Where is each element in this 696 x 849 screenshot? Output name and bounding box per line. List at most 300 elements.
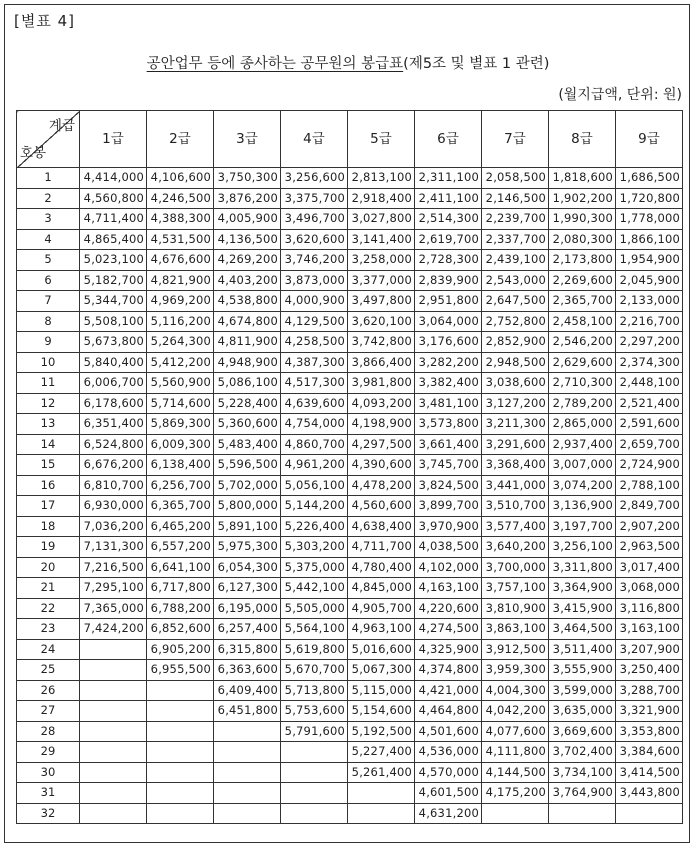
salary-cell: 4,102,000 [415,557,482,578]
grade-header: 9급 [616,111,683,168]
salary-cell: 3,074,200 [549,475,616,496]
salary-cell: 4,865,400 [80,229,147,250]
salary-cell: 3,873,000 [281,270,348,291]
salary-cell [482,803,549,824]
salary-cell: 4,198,900 [348,414,415,435]
salary-cell: 1,954,900 [616,250,683,271]
salary-cell: 2,546,200 [549,332,616,353]
step-cell: 5 [17,250,80,271]
salary-cell: 5,483,400 [214,434,281,455]
salary-cell: 2,374,300 [616,352,683,373]
salary-cell: 5,115,000 [348,680,415,701]
salary-cell: 2,080,300 [549,229,616,250]
salary-cell: 6,905,200 [147,639,214,660]
salary-cell: 6,641,100 [147,557,214,578]
salary-cell: 3,377,000 [348,270,415,291]
salary-cell: 5,670,700 [281,660,348,681]
table-row [17,455,683,476]
salary-cell: 2,543,000 [482,270,549,291]
salary-cell: 4,501,600 [415,721,482,742]
salary-cell: 4,246,500 [147,188,214,209]
salary-table-body [17,168,683,824]
salary-cell: 3,291,600 [482,434,549,455]
salary-cell: 5,840,400 [80,352,147,373]
salary-cell: 3,599,000 [549,680,616,701]
salary-cell: 5,226,400 [281,516,348,537]
salary-cell: 4,711,400 [80,209,147,230]
salary-cell: 6,178,600 [80,393,147,414]
title-main: 공안업무 등에 종사하는 공무원의 봉급표 [146,56,404,72]
salary-cell: 5,116,200 [147,311,214,332]
salary-cell: 2,133,000 [616,291,683,312]
title-suffix: (제5조 및 별표 1 관련) [403,56,550,72]
salary-cell: 3,620,600 [281,229,348,250]
table-row [17,250,683,271]
salary-cell: 5,067,300 [348,660,415,681]
salary-cell: 7,424,200 [80,619,147,640]
step-cell: 26 [17,680,80,701]
grade-header: 1급 [80,111,147,168]
table-row [17,414,683,435]
salary-cell: 2,337,700 [482,229,549,250]
table-row [17,742,683,763]
salary-cell: 3,211,300 [482,414,549,435]
salary-cell: 5,713,800 [281,680,348,701]
salary-cell: 6,955,500 [147,660,214,681]
salary-cell: 3,368,400 [482,455,549,476]
table-row [17,496,683,517]
salary-cell: 4,175,200 [482,783,549,804]
step-cell: 22 [17,598,80,619]
step-cell: 27 [17,701,80,722]
salary-cell: 6,465,200 [147,516,214,537]
salary-cell: 7,365,000 [80,598,147,619]
salary-cell: 6,451,800 [214,701,281,722]
table-row [17,188,683,209]
salary-cell: 4,531,500 [147,229,214,250]
step-cell: 29 [17,742,80,763]
step-cell: 17 [17,496,80,517]
salary-cell: 7,295,100 [80,578,147,599]
grade-header: 2급 [147,111,214,168]
step-cell: 15 [17,455,80,476]
salary-cell: 5,560,900 [147,373,214,394]
salary-cell: 5,375,000 [281,557,348,578]
salary-cell: 1,866,100 [616,229,683,250]
salary-cell: 3,068,000 [616,578,683,599]
salary-cell: 5,869,300 [147,414,214,435]
step-cell: 31 [17,783,80,804]
salary-cell [549,803,616,824]
step-cell: 24 [17,639,80,660]
salary-cell: 5,596,500 [214,455,281,476]
salary-cell: 2,619,700 [415,229,482,250]
salary-cell [80,803,147,824]
salary-cell: 2,951,800 [415,291,482,312]
salary-cell: 4,711,700 [348,537,415,558]
step-cell: 8 [17,311,80,332]
salary-cell: 3,734,100 [549,762,616,783]
salary-cell: 2,963,500 [616,537,683,558]
salary-cell: 4,969,200 [147,291,214,312]
salary-cell: 3,384,600 [616,742,683,763]
salary-cell: 3,282,200 [415,352,482,373]
salary-cell: 2,365,700 [549,291,616,312]
salary-cell: 3,353,800 [616,721,683,742]
salary-cell [80,639,147,660]
step-cell: 3 [17,209,80,230]
document-title [0,52,696,73]
salary-cell [214,803,281,824]
salary-cell: 2,813,100 [348,168,415,189]
salary-cell: 5,891,100 [214,516,281,537]
salary-cell: 4,963,100 [348,619,415,640]
step-cell: 28 [17,721,80,742]
step-cell: 11 [17,373,80,394]
salary-cell: 6,524,800 [80,434,147,455]
step-cell: 7 [17,291,80,312]
salary-cell: 2,849,700 [616,496,683,517]
salary-cell: 3,163,100 [616,619,683,640]
salary-cell: 4,258,500 [281,332,348,353]
salary-cell: 3,497,800 [348,291,415,312]
table-row [17,721,683,742]
salary-cell: 6,256,700 [147,475,214,496]
salary-cell: 2,710,300 [549,373,616,394]
salary-table [16,110,683,824]
salary-cell: 3,757,100 [482,578,549,599]
salary-cell: 3,745,700 [415,455,482,476]
salary-cell: 3,258,000 [348,250,415,271]
salary-cell: 4,403,200 [214,270,281,291]
table-row [17,803,683,824]
salary-cell: 4,478,200 [348,475,415,496]
salary-cell: 4,845,000 [348,578,415,599]
salary-cell: 3,027,800 [348,209,415,230]
salary-cell: 5,192,500 [348,721,415,742]
salary-cell: 1,818,600 [549,168,616,189]
salary-cell: 2,439,100 [482,250,549,271]
salary-cell: 3,136,900 [549,496,616,517]
salary-cell: 2,216,700 [616,311,683,332]
salary-cell: 1,990,300 [549,209,616,230]
salary-cell: 6,127,300 [214,578,281,599]
salary-cell: 6,717,800 [147,578,214,599]
table-row [17,557,683,578]
salary-cell [214,762,281,783]
salary-cell: 2,788,100 [616,475,683,496]
salary-cell: 3,742,800 [348,332,415,353]
salary-cell: 3,669,600 [549,721,616,742]
salary-cell: 3,863,100 [482,619,549,640]
salary-cell: 4,390,600 [348,455,415,476]
salary-cell: 3,464,500 [549,619,616,640]
salary-cell: 5,227,400 [348,742,415,763]
table-row [17,783,683,804]
grade-header: 4급 [281,111,348,168]
step-cell: 19 [17,537,80,558]
header-row [17,111,683,168]
salary-cell: 2,647,500 [482,291,549,312]
unit-note: (월지급액, 단위: 원) [558,87,682,103]
salary-cell: 4,077,600 [482,721,549,742]
table-row [17,762,683,783]
salary-cell: 3,038,600 [482,373,549,394]
table-row [17,373,683,394]
annex-tag: [별표 4] [14,12,75,30]
salary-cell: 5,264,300 [147,332,214,353]
salary-cell: 6,054,300 [214,557,281,578]
step-cell: 23 [17,619,80,640]
salary-cell: 5,023,100 [80,250,147,271]
salary-cell: 2,752,800 [482,311,549,332]
salary-cell [80,762,147,783]
salary-cell: 3,700,000 [482,557,549,578]
salary-cell [147,762,214,783]
salary-cell: 5,505,000 [281,598,348,619]
salary-cell: 3,970,900 [415,516,482,537]
salary-cell: 2,146,500 [482,188,549,209]
salary-cell: 4,536,000 [415,742,482,763]
table-row [17,332,683,353]
table-row [17,516,683,537]
salary-cell: 2,173,800 [549,250,616,271]
step-cell: 16 [17,475,80,496]
table-row [17,639,683,660]
salary-cell: 4,570,000 [415,762,482,783]
salary-cell: 3,824,500 [415,475,482,496]
salary-cell: 5,360,600 [214,414,281,435]
salary-cell: 3,197,700 [549,516,616,537]
salary-cell: 3,443,800 [616,783,683,804]
salary-cell: 2,458,100 [549,311,616,332]
salary-cell [147,803,214,824]
salary-cell: 3,981,800 [348,373,415,394]
salary-cell: 4,676,600 [147,250,214,271]
salary-cell: 5,442,100 [281,578,348,599]
salary-cell: 3,866,400 [348,352,415,373]
salary-cell: 3,415,900 [549,598,616,619]
salary-cell: 3,496,700 [281,209,348,230]
table-row [17,270,683,291]
salary-cell: 4,538,800 [214,291,281,312]
table-row [17,229,683,250]
salary-cell: 3,746,200 [281,250,348,271]
corner-header [17,111,80,168]
salary-cell: 4,821,900 [147,270,214,291]
salary-cell: 5,702,000 [214,475,281,496]
step-cell: 13 [17,414,80,435]
step-cell: 32 [17,803,80,824]
salary-cell: 4,269,200 [214,250,281,271]
table-row [17,475,683,496]
salary-cell: 5,714,600 [147,393,214,414]
salary-cell: 3,375,700 [281,188,348,209]
grade-header: 7급 [482,111,549,168]
salary-cell: 3,577,400 [482,516,549,537]
salary-cell [80,783,147,804]
salary-cell: 4,004,300 [482,680,549,701]
salary-cell: 4,129,500 [281,311,348,332]
table-row [17,701,683,722]
salary-cell: 2,297,200 [616,332,683,353]
salary-cell: 4,274,500 [415,619,482,640]
table-row [17,168,683,189]
step-cell: 30 [17,762,80,783]
step-cell: 14 [17,434,80,455]
salary-cell: 2,659,700 [616,434,683,455]
table-row [17,598,683,619]
salary-cell: 4,754,000 [281,414,348,435]
salary-cell: 2,728,300 [415,250,482,271]
salary-cell: 4,374,800 [415,660,482,681]
salary-cell [214,721,281,742]
salary-cell: 6,810,700 [80,475,147,496]
salary-cell: 4,601,500 [415,783,482,804]
salary-cell [147,742,214,763]
grade-header: 6급 [415,111,482,168]
salary-cell: 4,811,900 [214,332,281,353]
salary-cell: 2,514,300 [415,209,482,230]
salary-cell: 4,042,200 [482,701,549,722]
salary-cell: 3,899,700 [415,496,482,517]
salary-cell: 6,930,000 [80,496,147,517]
salary-cell: 4,560,800 [80,188,147,209]
salary-cell: 4,560,600 [348,496,415,517]
salary-cell: 5,182,700 [80,270,147,291]
salary-cell: 5,791,600 [281,721,348,742]
salary-cell: 1,902,200 [549,188,616,209]
salary-cell: 7,036,200 [80,516,147,537]
salary-cell [80,701,147,722]
salary-cell: 6,852,600 [147,619,214,640]
salary-cell: 7,131,300 [80,537,147,558]
salary-cell: 7,216,500 [80,557,147,578]
salary-cell: 3,912,500 [482,639,549,660]
corner-step-label: 호봉 [20,145,47,161]
salary-cell: 2,948,500 [482,352,549,373]
salary-cell: 2,937,400 [549,434,616,455]
salary-cell: 4,000,900 [281,291,348,312]
salary-cell: 2,629,600 [549,352,616,373]
salary-cell: 5,086,100 [214,373,281,394]
salary-cell: 2,724,900 [616,455,683,476]
salary-cell: 3,256,100 [549,537,616,558]
table-row [17,291,683,312]
salary-cell: 4,421,000 [415,680,482,701]
salary-cell: 3,764,900 [549,783,616,804]
salary-cell: 4,144,500 [482,762,549,783]
salary-cell: 6,138,400 [147,455,214,476]
salary-cell: 5,344,700 [80,291,147,312]
salary-cell: 1,720,800 [616,188,683,209]
salary-cell: 4,005,900 [214,209,281,230]
salary-cell: 2,045,900 [616,270,683,291]
step-cell: 9 [17,332,80,353]
table-row [17,311,683,332]
salary-cell: 2,852,900 [482,332,549,353]
salary-cell: 3,661,400 [415,434,482,455]
salary-cell: 3,116,800 [616,598,683,619]
salary-cell: 2,591,600 [616,414,683,435]
corner-grade-label: 계급 [48,118,75,134]
salary-cell: 3,635,000 [549,701,616,722]
salary-cell: 4,464,800 [415,701,482,722]
step-cell: 6 [17,270,80,291]
salary-cell: 3,382,400 [415,373,482,394]
table-row [17,578,683,599]
salary-cell: 2,839,900 [415,270,482,291]
salary-cell: 3,640,200 [482,537,549,558]
salary-cell: 4,388,300 [147,209,214,230]
salary-cell: 4,961,200 [281,455,348,476]
salary-cell: 3,750,300 [214,168,281,189]
salary-cell: 3,441,000 [482,475,549,496]
salary-cell: 3,876,200 [214,188,281,209]
salary-cell: 5,508,100 [80,311,147,332]
table-row [17,209,683,230]
salary-cell: 3,311,800 [549,557,616,578]
salary-cell: 4,387,300 [281,352,348,373]
salary-cell: 4,414,000 [80,168,147,189]
grade-header: 5급 [348,111,415,168]
salary-cell: 6,009,300 [147,434,214,455]
salary-cell: 4,780,400 [348,557,415,578]
salary-cell: 4,111,800 [482,742,549,763]
salary-cell: 4,638,400 [348,516,415,537]
salary-cell: 4,136,500 [214,229,281,250]
salary-cell: 4,038,500 [415,537,482,558]
salary-cell [80,742,147,763]
step-cell: 2 [17,188,80,209]
table-row [17,352,683,373]
salary-cell: 6,676,200 [80,455,147,476]
table-row [17,660,683,681]
salary-cell: 5,673,800 [80,332,147,353]
salary-cell: 4,163,100 [415,578,482,599]
salary-cell: 5,154,600 [348,701,415,722]
salary-cell: 5,412,200 [147,352,214,373]
salary-cell: 5,303,200 [281,537,348,558]
salary-cell: 6,788,200 [147,598,214,619]
salary-cell [147,783,214,804]
salary-cell: 6,363,600 [214,660,281,681]
salary-cell [147,680,214,701]
step-cell: 4 [17,229,80,250]
step-cell: 1 [17,168,80,189]
table-row [17,680,683,701]
salary-cell: 4,297,500 [348,434,415,455]
salary-cell: 3,620,100 [348,311,415,332]
step-cell: 10 [17,352,80,373]
salary-cell: 5,016,600 [348,639,415,660]
salary-cell: 3,573,800 [415,414,482,435]
salary-cell: 3,007,000 [549,455,616,476]
salary-cell [281,783,348,804]
salary-cell: 4,517,300 [281,373,348,394]
table-row [17,393,683,414]
salary-cell: 3,250,400 [616,660,683,681]
table-row [17,434,683,455]
salary-cell: 3,555,900 [549,660,616,681]
salary-cell [281,762,348,783]
salary-cell: 3,414,500 [616,762,683,783]
salary-cell: 6,006,700 [80,373,147,394]
table-row [17,619,683,640]
salary-cell: 4,948,900 [214,352,281,373]
salary-cell: 5,619,800 [281,639,348,660]
salary-cell: 5,975,300 [214,537,281,558]
